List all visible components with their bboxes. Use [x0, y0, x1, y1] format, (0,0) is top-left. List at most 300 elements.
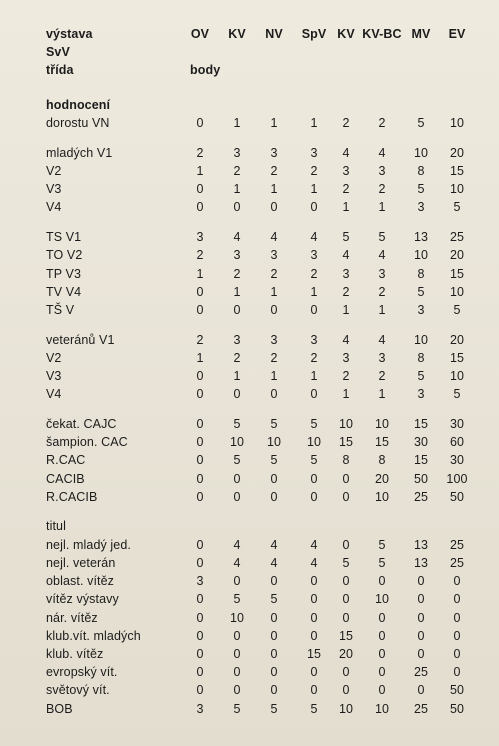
- table-cell: 0: [453, 629, 461, 643]
- table-cell: 4: [378, 333, 386, 347]
- table-cell: 50: [449, 490, 465, 504]
- table-cell: 2: [310, 164, 318, 178]
- table-cell: 3: [417, 303, 425, 317]
- col-header-ov: OV: [190, 27, 210, 41]
- table-cell: 0: [342, 665, 350, 679]
- table-cell: 0: [417, 647, 425, 661]
- row-label: R.CAC: [46, 453, 86, 467]
- table-cell: 0: [310, 200, 318, 214]
- table-row: [0, 554, 499, 572]
- table-cell: 1: [378, 200, 386, 214]
- table-cell: 0: [453, 574, 461, 588]
- table-cell: 0: [233, 683, 241, 697]
- table-cell: 4: [378, 146, 386, 160]
- table-cell: 2: [196, 146, 204, 160]
- table-row: [0, 536, 499, 554]
- table-row: [0, 433, 499, 451]
- table-cell: 0: [310, 490, 318, 504]
- table-cell: 5: [453, 200, 461, 214]
- table-row: [0, 198, 499, 216]
- table-cell: 5: [310, 453, 318, 467]
- table-cell: 3: [196, 230, 204, 244]
- table-cell: 10: [449, 285, 465, 299]
- table-cell: 3: [342, 267, 350, 281]
- table-cell: 0: [270, 665, 278, 679]
- row-label: TS V1: [46, 230, 82, 244]
- table-row: [0, 246, 499, 264]
- table-cell: 2: [196, 248, 204, 262]
- table-cell: 1: [196, 164, 204, 178]
- table-cell: 15: [413, 453, 429, 467]
- table-row: [0, 228, 499, 246]
- table-cell: 20: [449, 248, 465, 262]
- table-cell: 0: [417, 592, 425, 606]
- table-row: [0, 415, 499, 433]
- table-cell: 5: [270, 702, 278, 716]
- table-cell: 0: [378, 611, 386, 625]
- table-cell: 8: [378, 453, 386, 467]
- table-cell: 0: [310, 665, 318, 679]
- table-cell: 0: [310, 472, 318, 486]
- table-row: [0, 681, 499, 699]
- table-row: [0, 385, 499, 403]
- row-label: CACIB: [46, 472, 85, 486]
- table-cell: 0: [270, 200, 278, 214]
- table-cell: 0: [378, 683, 386, 697]
- col-header-ev: EV: [448, 27, 466, 41]
- table-cell: 0: [417, 629, 425, 643]
- table-cell: 0: [196, 116, 204, 130]
- table-cell: 0: [196, 611, 204, 625]
- table-cell: 0: [342, 592, 350, 606]
- table-cell: 8: [417, 267, 425, 281]
- table-cell: 15: [374, 435, 390, 449]
- table-cell: 2: [196, 333, 204, 347]
- table-cell: 0: [378, 647, 386, 661]
- table-cell: 13: [413, 538, 429, 552]
- table-cell: 20: [374, 472, 390, 486]
- table-row: [0, 451, 499, 469]
- table-cell: 10: [229, 435, 245, 449]
- row-label: čekat. CAJC: [46, 417, 117, 431]
- table-cell: 20: [449, 333, 465, 347]
- table-cell: 10: [338, 702, 354, 716]
- table-cell: 4: [310, 556, 318, 570]
- table-cell: 1: [233, 182, 241, 196]
- table-cell: 30: [449, 453, 465, 467]
- row-label: oblast. vítěz: [46, 574, 114, 588]
- table-cell: 4: [310, 230, 318, 244]
- row-label: BOB: [46, 702, 73, 716]
- row-label: TP V3: [46, 267, 82, 281]
- table-cell: 4: [342, 146, 350, 160]
- table-cell: 3: [417, 387, 425, 401]
- table-row: [0, 162, 499, 180]
- table-cell: 5: [417, 116, 425, 130]
- table-row: [0, 609, 499, 627]
- row-label: V4: [46, 387, 62, 401]
- header-row-2: [0, 43, 499, 61]
- table-row: [0, 265, 499, 283]
- table-cell: 0: [196, 453, 204, 467]
- table-cell: 3: [196, 574, 204, 588]
- table-cell: 3: [417, 200, 425, 214]
- row-label: klub. vítěz: [46, 647, 104, 661]
- table-cell: 10: [413, 333, 429, 347]
- table-cell: 4: [342, 333, 350, 347]
- col-header-nv: NV: [265, 27, 283, 41]
- table-cell: 1: [270, 116, 278, 130]
- table-row: [0, 572, 499, 590]
- table-row: [0, 283, 499, 301]
- table-cell: 0: [453, 611, 461, 625]
- table-cell: 0: [310, 574, 318, 588]
- table-cell: 25: [413, 665, 429, 679]
- table-cell: 0: [270, 387, 278, 401]
- table-cell: 0: [310, 387, 318, 401]
- table-cell: 0: [453, 665, 461, 679]
- table-cell: 8: [342, 453, 350, 467]
- table-cell: 2: [270, 351, 278, 365]
- table-cell: 0: [310, 592, 318, 606]
- table-cell: 4: [270, 538, 278, 552]
- table-cell: 5: [417, 369, 425, 383]
- table-cell: 1: [270, 182, 278, 196]
- table-cell: 50: [449, 702, 465, 716]
- table-cell: 20: [338, 647, 354, 661]
- table-cell: 0: [196, 303, 204, 317]
- table-cell: 0: [270, 303, 278, 317]
- table-cell: 10: [374, 417, 390, 431]
- table-cell: 0: [342, 683, 350, 697]
- table-cell: 25: [449, 538, 465, 552]
- table-row: [0, 517, 499, 535]
- table-cell: 1: [233, 116, 241, 130]
- table-cell: 2: [342, 182, 350, 196]
- table-cell: 0: [233, 665, 241, 679]
- table-cell: 5: [378, 556, 386, 570]
- table-cell: 5: [342, 556, 350, 570]
- table-cell: 0: [270, 629, 278, 643]
- table-row: [0, 470, 499, 488]
- table-cell: 5: [270, 592, 278, 606]
- table-cell: 0: [196, 629, 204, 643]
- table-cell: 5: [342, 230, 350, 244]
- table-cell: 10: [338, 417, 354, 431]
- table-cell: 60: [449, 435, 465, 449]
- table-cell: 0: [342, 611, 350, 625]
- table-cell: 0: [196, 647, 204, 661]
- table-cell: 5: [270, 417, 278, 431]
- table-cell: 0: [310, 303, 318, 317]
- table-row: [0, 645, 499, 663]
- table-cell: 4: [270, 556, 278, 570]
- table-cell: 5: [233, 417, 241, 431]
- table-cell: 0: [233, 200, 241, 214]
- table-cell: 2: [310, 267, 318, 281]
- table-row: [0, 349, 499, 367]
- table-row: [0, 627, 499, 645]
- header-label-svv: SvV: [46, 45, 70, 59]
- table-cell: 4: [342, 248, 350, 262]
- table-row: [0, 331, 499, 349]
- table-cell: 2: [378, 369, 386, 383]
- table-cell: 2: [342, 116, 350, 130]
- table-cell: 0: [270, 472, 278, 486]
- table-cell: 0: [342, 472, 350, 486]
- row-label: šampion. CAC: [46, 435, 128, 449]
- row-label: dorostu VN: [46, 116, 110, 130]
- table-cell: 0: [378, 629, 386, 643]
- table-cell: 1: [196, 267, 204, 281]
- col-header-mv: MV: [411, 27, 431, 41]
- table-cell: 10: [266, 435, 282, 449]
- table-cell: 5: [233, 592, 241, 606]
- table-cell: 0: [196, 538, 204, 552]
- table-cell: 10: [449, 116, 465, 130]
- table-cell: 0: [417, 574, 425, 588]
- table-cell: 3: [378, 351, 386, 365]
- table-row: [0, 144, 499, 162]
- table-cell: 5: [417, 285, 425, 299]
- table-cell: 5: [417, 182, 425, 196]
- table-cell: 1: [310, 285, 318, 299]
- table-cell: 15: [413, 417, 429, 431]
- table-cell: 2: [378, 116, 386, 130]
- table-cell: 0: [196, 490, 204, 504]
- table-cell: 0: [453, 592, 461, 606]
- table-cell: 3: [342, 351, 350, 365]
- table-cell: 0: [270, 647, 278, 661]
- table-cell: 8: [417, 351, 425, 365]
- table-cell: 3: [270, 146, 278, 160]
- row-label: klub.vít. mladých: [46, 629, 141, 643]
- row-label: vítěz výstavy: [46, 592, 119, 606]
- table-cell: 0: [342, 574, 350, 588]
- row-label: TO V2: [46, 248, 83, 262]
- header-unit-body: body: [190, 63, 221, 77]
- table-cell: 0: [196, 369, 204, 383]
- table-cell: 3: [378, 164, 386, 178]
- table-cell: 0: [196, 417, 204, 431]
- table-cell: 10: [374, 702, 390, 716]
- table-cell: 15: [306, 647, 322, 661]
- table-cell: 0: [270, 611, 278, 625]
- row-label: titul: [46, 519, 66, 533]
- table-cell: 5: [233, 453, 241, 467]
- table-cell: 0: [453, 647, 461, 661]
- table-cell: 2: [342, 285, 350, 299]
- table-cell: 5: [310, 417, 318, 431]
- row-label: nejl. mladý jed.: [46, 538, 131, 552]
- col-header-kv: KV: [228, 27, 246, 41]
- table-cell: 0: [310, 683, 318, 697]
- table-cell: 0: [310, 629, 318, 643]
- table-row: [0, 700, 499, 718]
- table-cell: 20: [449, 146, 465, 160]
- row-label: mladých V1: [46, 146, 113, 160]
- table-cell: 30: [413, 435, 429, 449]
- table-cell: 5: [378, 230, 386, 244]
- table-cell: 13: [413, 230, 429, 244]
- row-label: V2: [46, 351, 62, 365]
- table-cell: 3: [378, 267, 386, 281]
- table-cell: 30: [449, 417, 465, 431]
- table-cell: 10: [229, 611, 245, 625]
- table-cell: 10: [374, 490, 390, 504]
- header-label-trida: třída: [46, 63, 74, 77]
- table-cell: 0: [196, 182, 204, 196]
- table-cell: 5: [453, 387, 461, 401]
- table-row: [0, 180, 499, 198]
- table-cell: 50: [449, 683, 465, 697]
- table-cell: 0: [233, 647, 241, 661]
- row-label: V3: [46, 369, 62, 383]
- table-cell: 4: [310, 538, 318, 552]
- table-cell: 1: [270, 369, 278, 383]
- table-cell: 4: [233, 230, 241, 244]
- table-cell: 0: [270, 683, 278, 697]
- table-cell: 0: [233, 574, 241, 588]
- table-cell: 1: [342, 387, 350, 401]
- table-cell: 0: [342, 538, 350, 552]
- table-cell: 3: [310, 248, 318, 262]
- table-cell: 5: [233, 702, 241, 716]
- table-cell: 2: [270, 267, 278, 281]
- table-cell: 2: [378, 182, 386, 196]
- table-cell: 100: [446, 472, 468, 486]
- table-cell: 1: [342, 303, 350, 317]
- table-cell: 15: [449, 267, 465, 281]
- table-cell: 3: [233, 333, 241, 347]
- table-cell: 0: [196, 387, 204, 401]
- row-label: R.CACIB: [46, 490, 98, 504]
- row-label: TV V4: [46, 285, 82, 299]
- table-cell: 15: [338, 435, 354, 449]
- table-cell: 1: [310, 182, 318, 196]
- table-cell: 10: [449, 369, 465, 383]
- row-label: V4: [46, 200, 62, 214]
- table-cell: 0: [233, 387, 241, 401]
- table-cell: 0: [196, 556, 204, 570]
- table-cell: 0: [196, 665, 204, 679]
- table-cell: 13: [413, 556, 429, 570]
- table-cell: 1: [310, 369, 318, 383]
- table-cell: 0: [378, 665, 386, 679]
- table-cell: 2: [310, 351, 318, 365]
- table-cell: 4: [270, 230, 278, 244]
- table-cell: 3: [310, 146, 318, 160]
- row-label: V2: [46, 164, 62, 178]
- table-cell: 2: [233, 351, 241, 365]
- table-cell: 15: [449, 164, 465, 178]
- table-cell: 0: [233, 303, 241, 317]
- table-cell: 3: [196, 702, 204, 716]
- row-label: V3: [46, 182, 62, 196]
- header-row-3: [0, 61, 499, 79]
- table-cell: 3: [233, 248, 241, 262]
- row-label: veteránů V1: [46, 333, 115, 347]
- table-cell: 2: [342, 369, 350, 383]
- table-cell: 25: [413, 702, 429, 716]
- table-cell: 25: [449, 230, 465, 244]
- table-row: [0, 488, 499, 506]
- row-label: nár. vítěz: [46, 611, 98, 625]
- table-cell: 1: [378, 303, 386, 317]
- row-label: TŠ V: [46, 303, 75, 317]
- table-cell: 0: [417, 611, 425, 625]
- table-cell: 0: [270, 574, 278, 588]
- table-cell: 5: [453, 303, 461, 317]
- table-cell: 0: [196, 472, 204, 486]
- header-row-1: [0, 25, 499, 43]
- table-cell: 25: [449, 556, 465, 570]
- table-cell: 0: [233, 490, 241, 504]
- table-cell: 0: [342, 490, 350, 504]
- table-cell: 10: [306, 435, 322, 449]
- table-cell: 10: [413, 146, 429, 160]
- table-cell: 2: [378, 285, 386, 299]
- table-cell: 1: [233, 285, 241, 299]
- table-cell: 1: [342, 200, 350, 214]
- table-cell: 1: [310, 116, 318, 130]
- table-cell: 0: [378, 574, 386, 588]
- table-cell: 0: [233, 472, 241, 486]
- row-label: nejl. veterán: [46, 556, 116, 570]
- table-cell: 1: [196, 351, 204, 365]
- table-cell: 15: [449, 351, 465, 365]
- table-cell: 3: [270, 333, 278, 347]
- table-cell: 1: [233, 369, 241, 383]
- table-cell: 4: [378, 248, 386, 262]
- table-cell: 3: [270, 248, 278, 262]
- table-cell: 10: [374, 592, 390, 606]
- col-header-kv-bc: KV-BC: [362, 27, 402, 41]
- table-cell: 4: [233, 556, 241, 570]
- table-cell: 0: [310, 611, 318, 625]
- table-row: [0, 301, 499, 319]
- table-cell: 2: [233, 164, 241, 178]
- table-cell: 0: [196, 285, 204, 299]
- table-row: [0, 663, 499, 681]
- table-cell: 50: [413, 472, 429, 486]
- table-cell: 15: [338, 629, 354, 643]
- table-cell: 5: [378, 538, 386, 552]
- table-cell: 0: [417, 683, 425, 697]
- row-label: hodnocení: [46, 98, 111, 112]
- col-header-kv-2: KV: [337, 27, 355, 41]
- table-row: [0, 114, 499, 132]
- table-cell: 8: [417, 164, 425, 178]
- table-cell: 4: [233, 538, 241, 552]
- row-label: evropský vít.: [46, 665, 118, 679]
- table-cell: 10: [449, 182, 465, 196]
- table-row: [0, 367, 499, 385]
- table-cell: 3: [342, 164, 350, 178]
- table-cell: 0: [196, 592, 204, 606]
- table-cell: 5: [310, 702, 318, 716]
- table-cell: 0: [196, 200, 204, 214]
- table-cell: 1: [270, 285, 278, 299]
- col-header-spv: SpV: [301, 27, 327, 41]
- table-cell: 2: [270, 164, 278, 178]
- table-row: [0, 590, 499, 608]
- table-cell: 1: [378, 387, 386, 401]
- table-cell: 3: [310, 333, 318, 347]
- table-cell: 5: [270, 453, 278, 467]
- table-cell: 0: [196, 683, 204, 697]
- table-cell: 0: [270, 490, 278, 504]
